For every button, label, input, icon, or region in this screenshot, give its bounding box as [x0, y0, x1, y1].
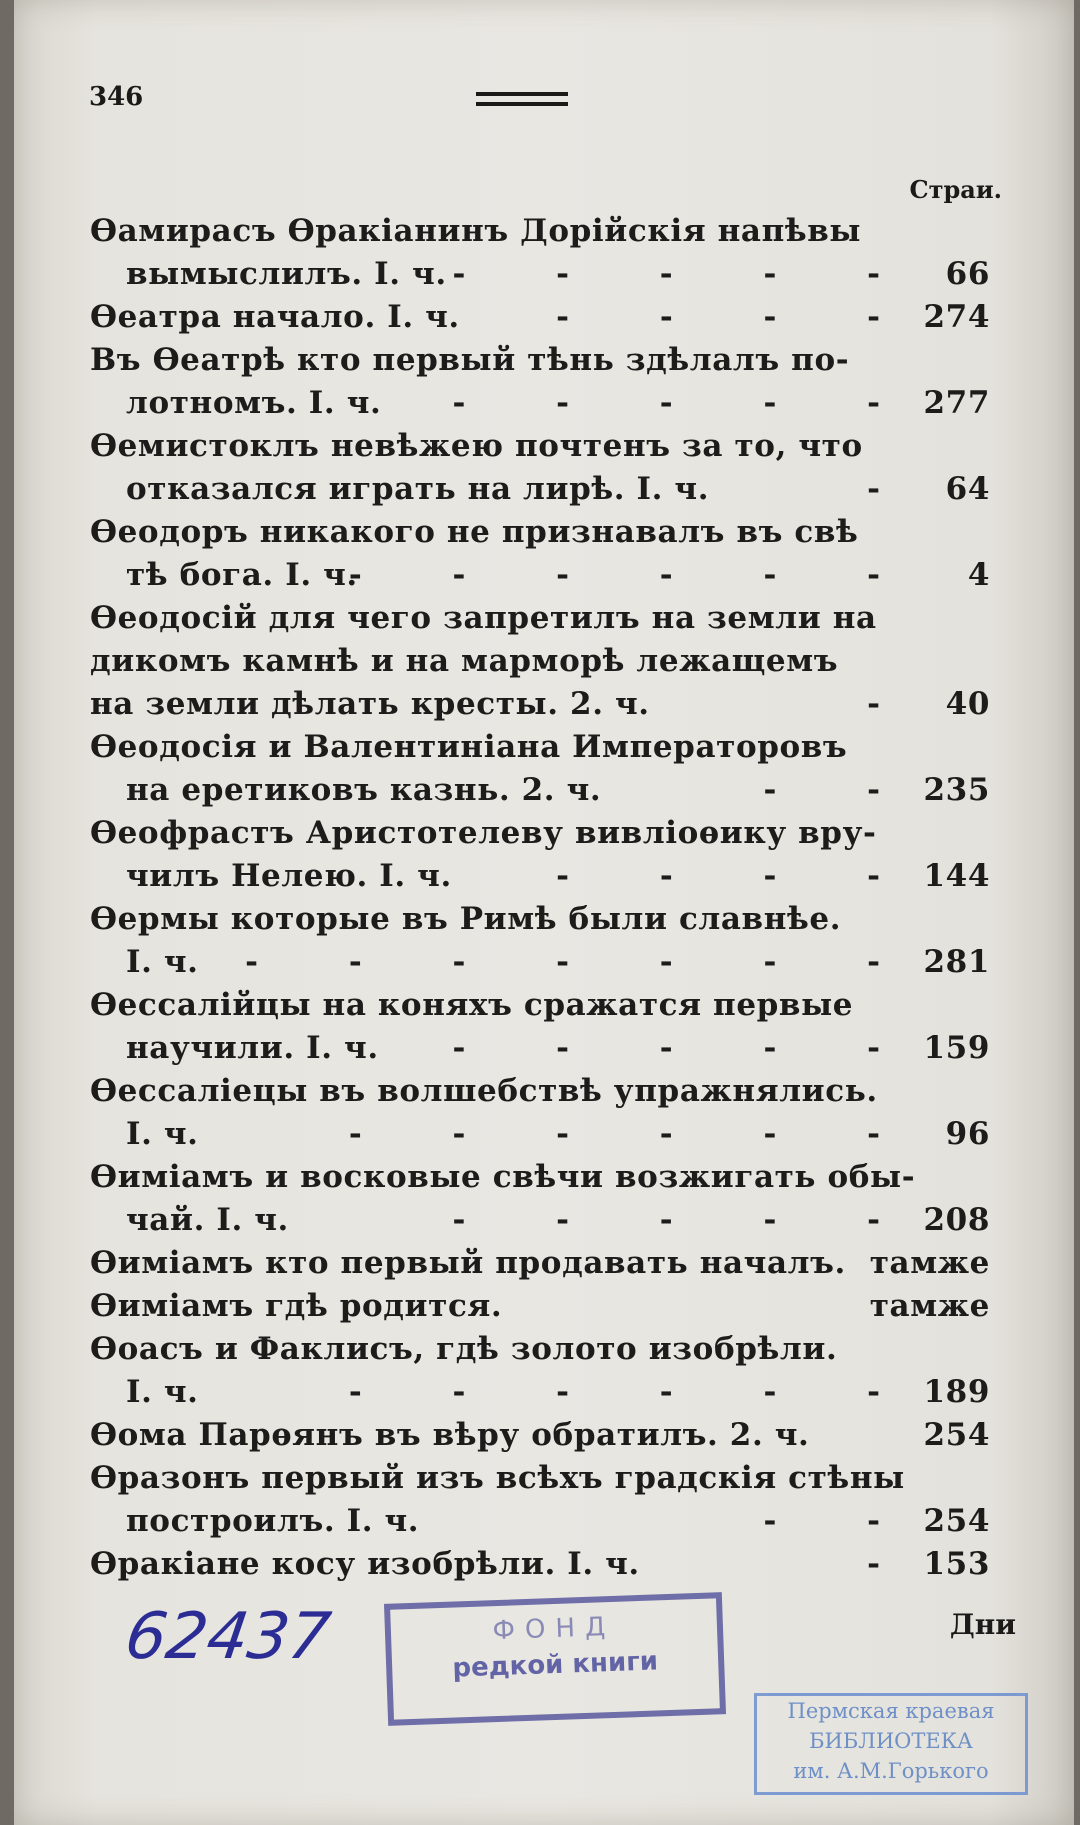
- index-line: [90, 597, 990, 640]
- index-line-text: Въ Ѳеатрѣ кто первый тѣнь здѣлалъ по-: [90, 342, 850, 378]
- index-line-text: на еретиковъ казнь. 2. ч.: [126, 772, 602, 808]
- rare-book-fund-stamp: [384, 1592, 726, 1726]
- book-page: [14, 0, 1074, 1825]
- page-reference: 208: [923, 1202, 990, 1238]
- leader-dashes: - - - - - - -: [245, 944, 920, 980]
- index-line-text: Ѳиміамъ и восковые свѣчи возжигать обы-: [90, 1159, 916, 1195]
- leader-dashes: - -: [763, 772, 920, 808]
- index-line: [90, 554, 990, 597]
- leader-dashes: - - - -: [556, 858, 920, 894]
- index-line-text: Ѳеодосій для чего запретилъ на земли на: [90, 600, 877, 636]
- index-line: [90, 1371, 990, 1414]
- index-line: [90, 1156, 990, 1199]
- leader-dashes: - - - - -: [452, 256, 920, 292]
- page-reference: 144: [923, 858, 990, 894]
- page-reference: 254: [923, 1417, 990, 1453]
- leader-dashes: -: [867, 686, 920, 722]
- catchword: Дни: [949, 1608, 1016, 1641]
- index-line-text: лотномъ. I. ч.: [126, 385, 382, 421]
- stamp-fund-line2: редкой книги: [451, 1646, 659, 1684]
- index-line-text: Ѳеодосія и Валентиніана Императоровъ: [90, 729, 848, 765]
- page-reference: 40: [945, 686, 990, 722]
- page-reference: тамже: [869, 1288, 990, 1324]
- index-line: [90, 1113, 990, 1156]
- leader-dashes: - - - -: [556, 299, 920, 335]
- leader-dashes: - - - - -: [452, 1030, 920, 1066]
- index-line-text: вымыслилъ. I. ч.: [126, 256, 447, 292]
- index-line-text: Ѳермы которые въ Римѣ были славнѣе.: [90, 901, 842, 937]
- library-stamp-line3: им. А.М.Горького: [793, 1759, 989, 1783]
- index-line-text: Ѳессаліецы въ волшебствѣ упражнялись.: [90, 1073, 878, 1109]
- leader-dashes: - - - - -: [452, 1202, 920, 1238]
- leader-dashes: -: [867, 471, 920, 507]
- stamp-fund-line1: ФОНД: [492, 1611, 616, 1647]
- index-line: [90, 726, 990, 769]
- index-line-text: Ѳемистоклъ невѣжею почтенъ за то, что: [90, 428, 863, 464]
- index-line: [90, 941, 990, 984]
- index-line: [90, 511, 990, 554]
- index-line: [90, 339, 990, 382]
- index-line-text: на земли дѣлать кресты. 2. ч.: [90, 686, 650, 722]
- index-line: [90, 683, 990, 726]
- page-reference: 281: [923, 944, 990, 980]
- index-line-text: Ѳессалійцы на коняхъ сражатся первые: [90, 987, 854, 1023]
- page-reference: 4: [967, 557, 990, 593]
- index-line: [90, 1285, 990, 1328]
- index-line-text: I. ч.: [126, 1374, 199, 1410]
- handwritten-inventory-number: 62437: [120, 1600, 335, 1674]
- page-number: 346: [89, 82, 144, 112]
- index-line: [90, 1199, 990, 1242]
- index-line: [90, 1543, 990, 1586]
- leader-dashes: - - - - - -: [348, 1116, 920, 1152]
- index-entries: [90, 210, 990, 1586]
- index-line: [90, 210, 990, 253]
- index-line-text: Ѳеатра начало. I. ч.: [90, 299, 460, 335]
- index-line: [90, 855, 990, 898]
- index-line-text: чай. I. ч.: [126, 1202, 289, 1238]
- page-reference: 153: [923, 1546, 990, 1582]
- index-line: [90, 1414, 990, 1457]
- index-line: [90, 253, 990, 296]
- index-line-text: Ѳеофрастъ Аристотелеву вивліоѳику вру-: [90, 815, 877, 851]
- index-line: [90, 1070, 990, 1113]
- index-line: [90, 812, 990, 855]
- index-line-text: Ѳразонъ первый изъ всѣхъ градскія стѣны: [90, 1460, 905, 1496]
- page-reference: 254: [923, 1503, 990, 1539]
- index-line-text: Ѳиміамъ кто первый продавать началъ.: [90, 1245, 846, 1281]
- index-line-text: I. ч.: [126, 1116, 199, 1152]
- page-reference: 96: [945, 1116, 990, 1152]
- index-line: [90, 468, 990, 511]
- index-line-text: I. ч.: [126, 944, 199, 980]
- index-line-text: отказался играть на лирѣ. I. ч.: [126, 471, 710, 507]
- index-line: [90, 1027, 990, 1070]
- page-reference: 235: [923, 772, 990, 808]
- index-line: [90, 425, 990, 468]
- page-reference: 64: [945, 471, 990, 507]
- index-line-text: Ѳоасъ и Факлисъ, гдѣ золото изобрѣли.: [90, 1331, 838, 1367]
- index-line: [90, 296, 990, 339]
- index-line-text: Ѳеодоръ никакого не признавалъ въ свѣ: [90, 514, 859, 550]
- leader-dashes: - -: [763, 1503, 920, 1539]
- library-stamp: [754, 1693, 1028, 1795]
- index-line-text: Ѳома Парѳянъ въ вѣру обратилъ. 2. ч.: [90, 1417, 810, 1453]
- page-reference: тамже: [869, 1245, 990, 1281]
- page-reference: 66: [945, 256, 990, 292]
- index-line: [90, 898, 990, 941]
- page-reference: 159: [923, 1030, 990, 1066]
- leader-dashes: -: [867, 1546, 920, 1582]
- index-line: [90, 382, 990, 425]
- index-line-text: чилъ Нелею. I. ч.: [126, 858, 452, 894]
- index-line-text: тѣ бога. I. ч.: [126, 557, 358, 593]
- header-double-rule: [476, 92, 568, 107]
- index-line-text: построилъ. I. ч.: [126, 1503, 420, 1539]
- index-line: [90, 769, 990, 812]
- page-reference: 277: [923, 385, 990, 421]
- leader-dashes: - - - - -: [452, 385, 920, 421]
- leader-dashes: - - - - - -: [348, 1374, 920, 1410]
- index-line-text: научили. I. ч.: [126, 1030, 379, 1066]
- index-line-text: дикомъ камнѣ и на марморѣ лежащемъ: [90, 643, 839, 679]
- index-line: [90, 1500, 990, 1543]
- library-stamp-line1: Пермская краевая: [787, 1699, 995, 1723]
- index-line: [90, 640, 990, 683]
- index-line: [90, 1242, 990, 1285]
- index-line: [90, 1328, 990, 1371]
- index-line-text: Ѳракіане косу изобрѣли. I. ч.: [90, 1546, 640, 1582]
- index-line-text: Ѳиміамъ гдѣ родится.: [90, 1288, 503, 1324]
- page-reference: 274: [923, 299, 990, 335]
- index-line-text: Ѳамирасъ Ѳракіанинъ Дорійскія напѣвы: [90, 213, 862, 249]
- leader-dashes: - - - - - -: [348, 557, 920, 593]
- index-line: [90, 984, 990, 1027]
- page-reference: 189: [923, 1374, 990, 1410]
- column-header-pages: Страи.: [909, 175, 1002, 204]
- library-stamp-line2: БИБЛИОТЕКА: [809, 1729, 973, 1753]
- index-line: [90, 1457, 990, 1500]
